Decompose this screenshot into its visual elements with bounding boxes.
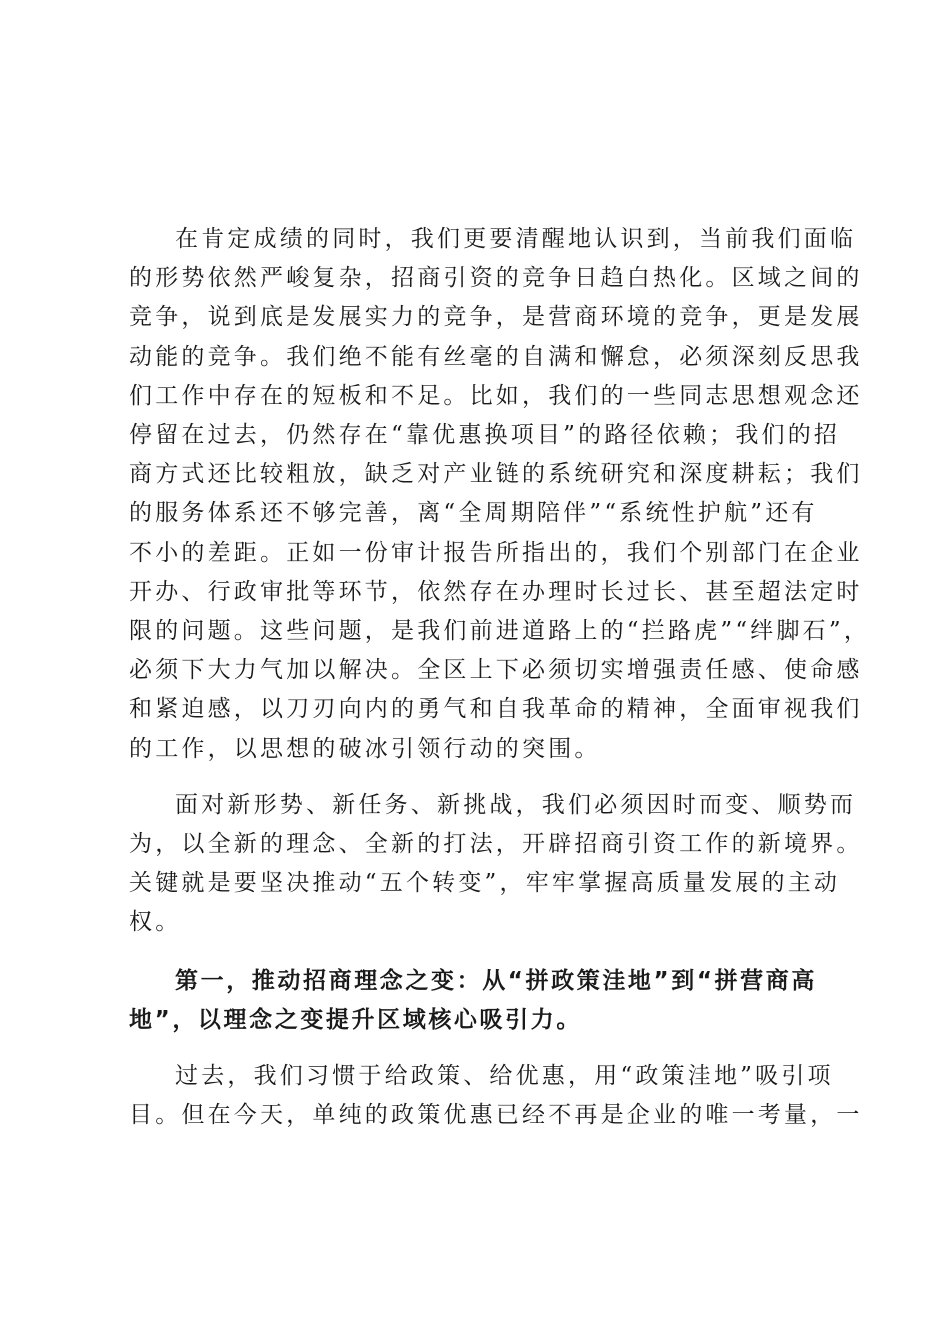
- text-line: 过去，我们习惯于给政策、给优惠，用“政策洼地”吸引项: [175, 1063, 834, 1090]
- text-line: 停留在过去，仍然存在“靠优惠换项目”的路径依赖；我们的招: [129, 422, 841, 449]
- text-line: 不小的差距。正如一份审计报告所指出的，我们个别部门在企业: [129, 539, 863, 566]
- text-line: 面对新形势、新任务、新挑战，我们必须因时而变、顺势而: [175, 791, 857, 818]
- paragraph-five-transformations: [129, 786, 863, 943]
- text-line: 在肯定成绩的同时，我们更要清醒地认识到，当前我们面临: [175, 226, 857, 252]
- text-line: 动能的竞争。我们绝不能有丝毫的自满和懈怠，必须深刻反思我: [129, 343, 863, 370]
- text-line: 的工作，以思想的破冰引领行动的突围。: [129, 735, 601, 762]
- text-line: 们工作中存在的短板和不足。比如，我们的一些同志思想观念还: [129, 382, 863, 409]
- text-line: 为，以全新的理念、全新的打法，开辟招商引资工作的新境界。: [129, 831, 863, 858]
- text-line: 和紧迫感，以刀刃向内的勇气和自我革命的精神，全面审视我们: [129, 696, 863, 723]
- text-line: 的服务体系还不够完善，离“全周期陪伴”“系统性护航”还有: [129, 500, 818, 527]
- text-line: 关键就是要坚决推动“五个转变”，牢牢掌握高质量发展的主动: [129, 870, 841, 897]
- heading-line: 第一，推动招商理念之变：从“拼政策洼地”到“拼营商高: [175, 967, 817, 994]
- heading-line: 地”，以理念之变提升区域核心吸引力。: [129, 1006, 582, 1033]
- text-line: 开办、行政审批等环节，依然存在办理时长过长、甚至超法定时: [129, 578, 863, 605]
- paragraph-policy-past: [129, 1057, 863, 1135]
- text-line: 权。: [129, 909, 182, 936]
- paragraph-current-challenges: [129, 220, 871, 769]
- document-body: [129, 220, 871, 1135]
- text-line: 限的问题。这些问题，是我们前进道路上的“拦路虎”“绊脚石”，: [129, 618, 871, 645]
- text-line: 的形势依然严峻复杂，招商引资的竞争日趋白热化。区域之间的: [129, 265, 863, 292]
- text-line: 竞争，说到底是发展实力的竞争，是营商环境的竞争，更是发展: [129, 304, 863, 331]
- text-line: 目。但在今天，单纯的政策优惠已经不再是企业的唯一考量，一: [129, 1102, 863, 1129]
- text-line: 必须下大力气加以解决。全区上下必须切实增强责任感、使命感: [129, 657, 863, 684]
- text-line: 商方式还比较粗放，缺乏对产业链的系统研究和深度耕耘；我们: [129, 461, 863, 488]
- section-heading-first: [129, 962, 829, 1040]
